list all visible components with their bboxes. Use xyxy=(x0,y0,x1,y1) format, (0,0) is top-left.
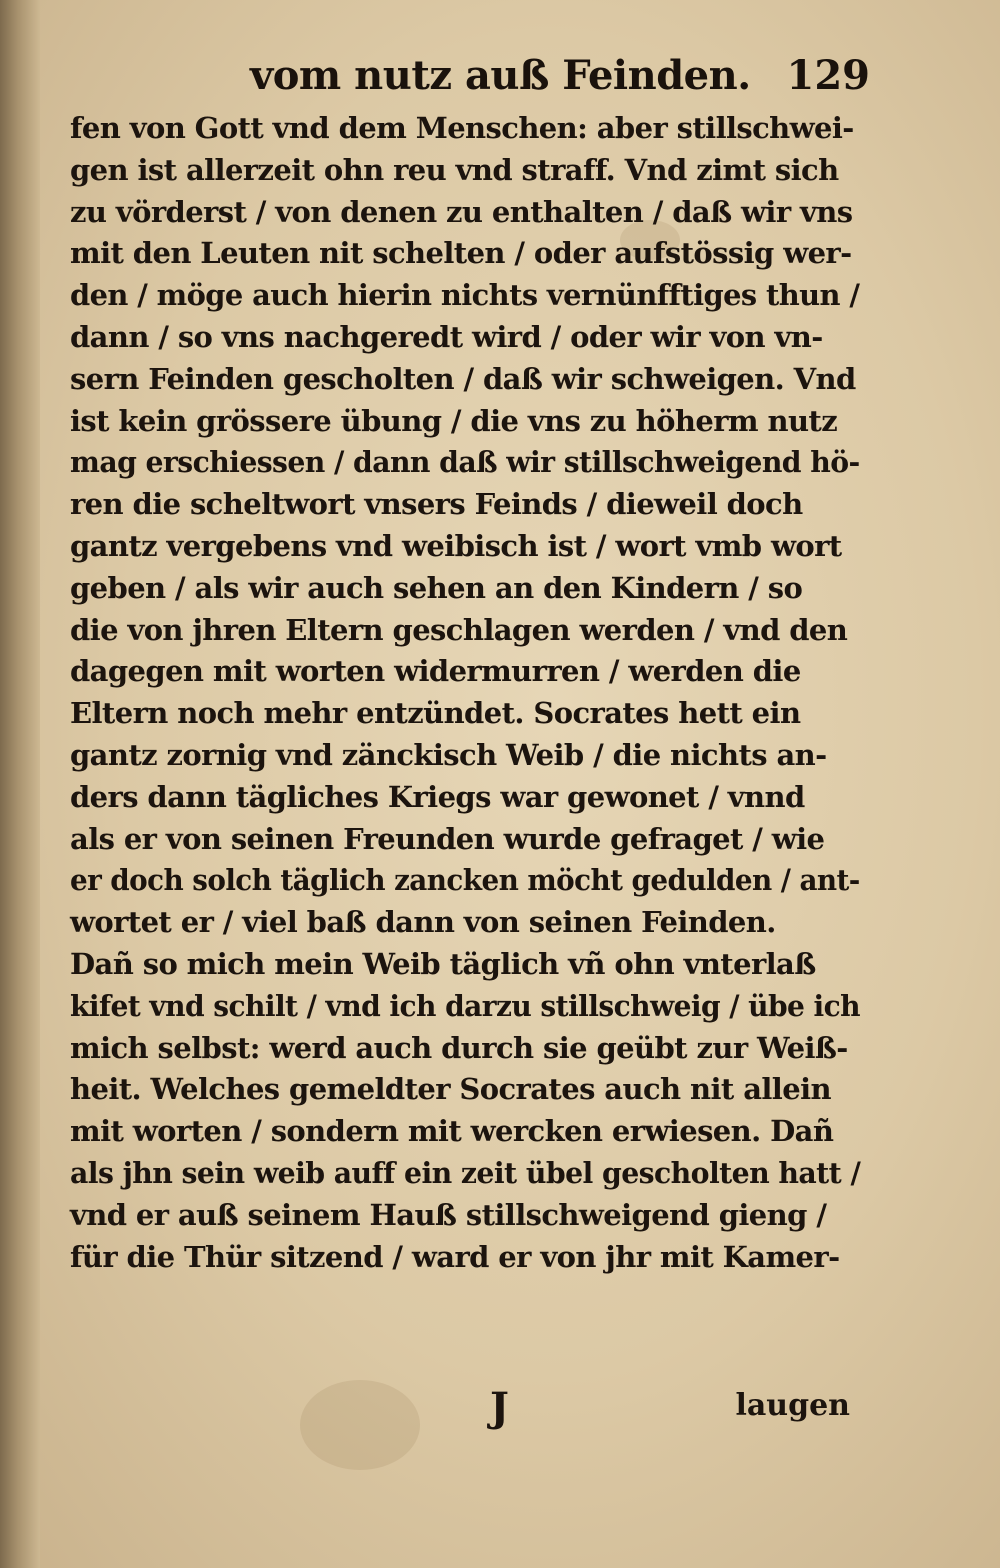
running-head: vom nutz auß Feinden. xyxy=(250,52,751,99)
text-line: für die Thür sitzend / ward er von jhr mit Kamer- xyxy=(70,1239,840,1274)
page-number: 129 xyxy=(786,52,870,99)
text-line: ren die scheltwort vnsers Feinds / dieweil doch xyxy=(70,487,803,522)
text-line: mit den Leuten nit schelten / oder aufstössig wer- xyxy=(70,236,852,271)
body-text xyxy=(70,108,870,1278)
text-line: als er von seinen Freunden wurde gefraget / wie xyxy=(70,821,825,856)
page-header xyxy=(90,50,880,110)
text-line: vnd er auß seinem Hauß stillschweigend gieng / xyxy=(70,1197,827,1232)
text-line: als jhn sein weib auff ein zeit übel gescholten hatt / xyxy=(70,1155,861,1190)
text-line: zu vörderst / von denen zu enthalten / daß wir vns xyxy=(70,194,853,229)
text-line: den / möge auch hierin nichts vernünfftiges thun / xyxy=(70,278,860,313)
text-line: heit. Welches gemeldter Socrates auch nit allein xyxy=(70,1072,831,1107)
text-line: kifet vnd schilt / vnd ich darzu stillschweig / übe ich xyxy=(70,988,861,1023)
text-line: mag erschiessen / dann daß wir stillschweigend hö- xyxy=(70,445,860,480)
text-line: gantz zornig vnd zänckisch Weib / die nichts an- xyxy=(70,737,827,772)
text-line: ders dann tägliches Kriegs war gewonet / vnnd xyxy=(70,779,805,814)
text-line: mit worten / sondern mit wercken erwiesen. Dañ xyxy=(70,1114,834,1149)
text-line: die von jhren Eltern geschlagen werden / vnd den xyxy=(70,612,848,647)
paper-stain xyxy=(300,1380,420,1470)
text-line: Eltern noch mehr entzündet. Socrates hett ein xyxy=(70,696,801,731)
signature-mark: J xyxy=(490,1384,509,1431)
text-line: geben / als wir auch sehen an den Kindern / so xyxy=(70,570,803,605)
text-line: gantz vergebens vnd weibisch ist / wort vmb wort xyxy=(70,528,842,563)
text-line: gen ist allerzeit ohn reu vnd straff. Vnd zimt sich xyxy=(70,152,839,187)
page-gutter xyxy=(0,0,40,1568)
text-line: mich selbst: werd auch durch sie geübt zur Weiß- xyxy=(70,1030,848,1065)
text-line: wortet er / viel baß dann von seinen Feinden. xyxy=(70,905,776,940)
text-line: Dañ so mich mein Weib täglich vñ ohn vnterlaß xyxy=(70,946,816,981)
text-line: ist kein grössere übung / die vns zu höherm nutz xyxy=(70,403,838,438)
text-line: dagegen mit worten widermurren / werden die xyxy=(70,654,801,689)
page-footer xyxy=(490,1384,850,1444)
text-line: dann / so vns nachgeredt wird / oder wir von vn- xyxy=(70,319,823,354)
catchword: laugen xyxy=(735,1388,850,1423)
text-line: fen von Gott vnd dem Menschen: aber stillschwei- xyxy=(70,111,854,145)
text-line: sern Feinden gescholten / daß wir schweigen. Vnd xyxy=(70,361,856,396)
text-line: er doch solch täglich zancken möcht gedulden / ant- xyxy=(70,863,860,898)
